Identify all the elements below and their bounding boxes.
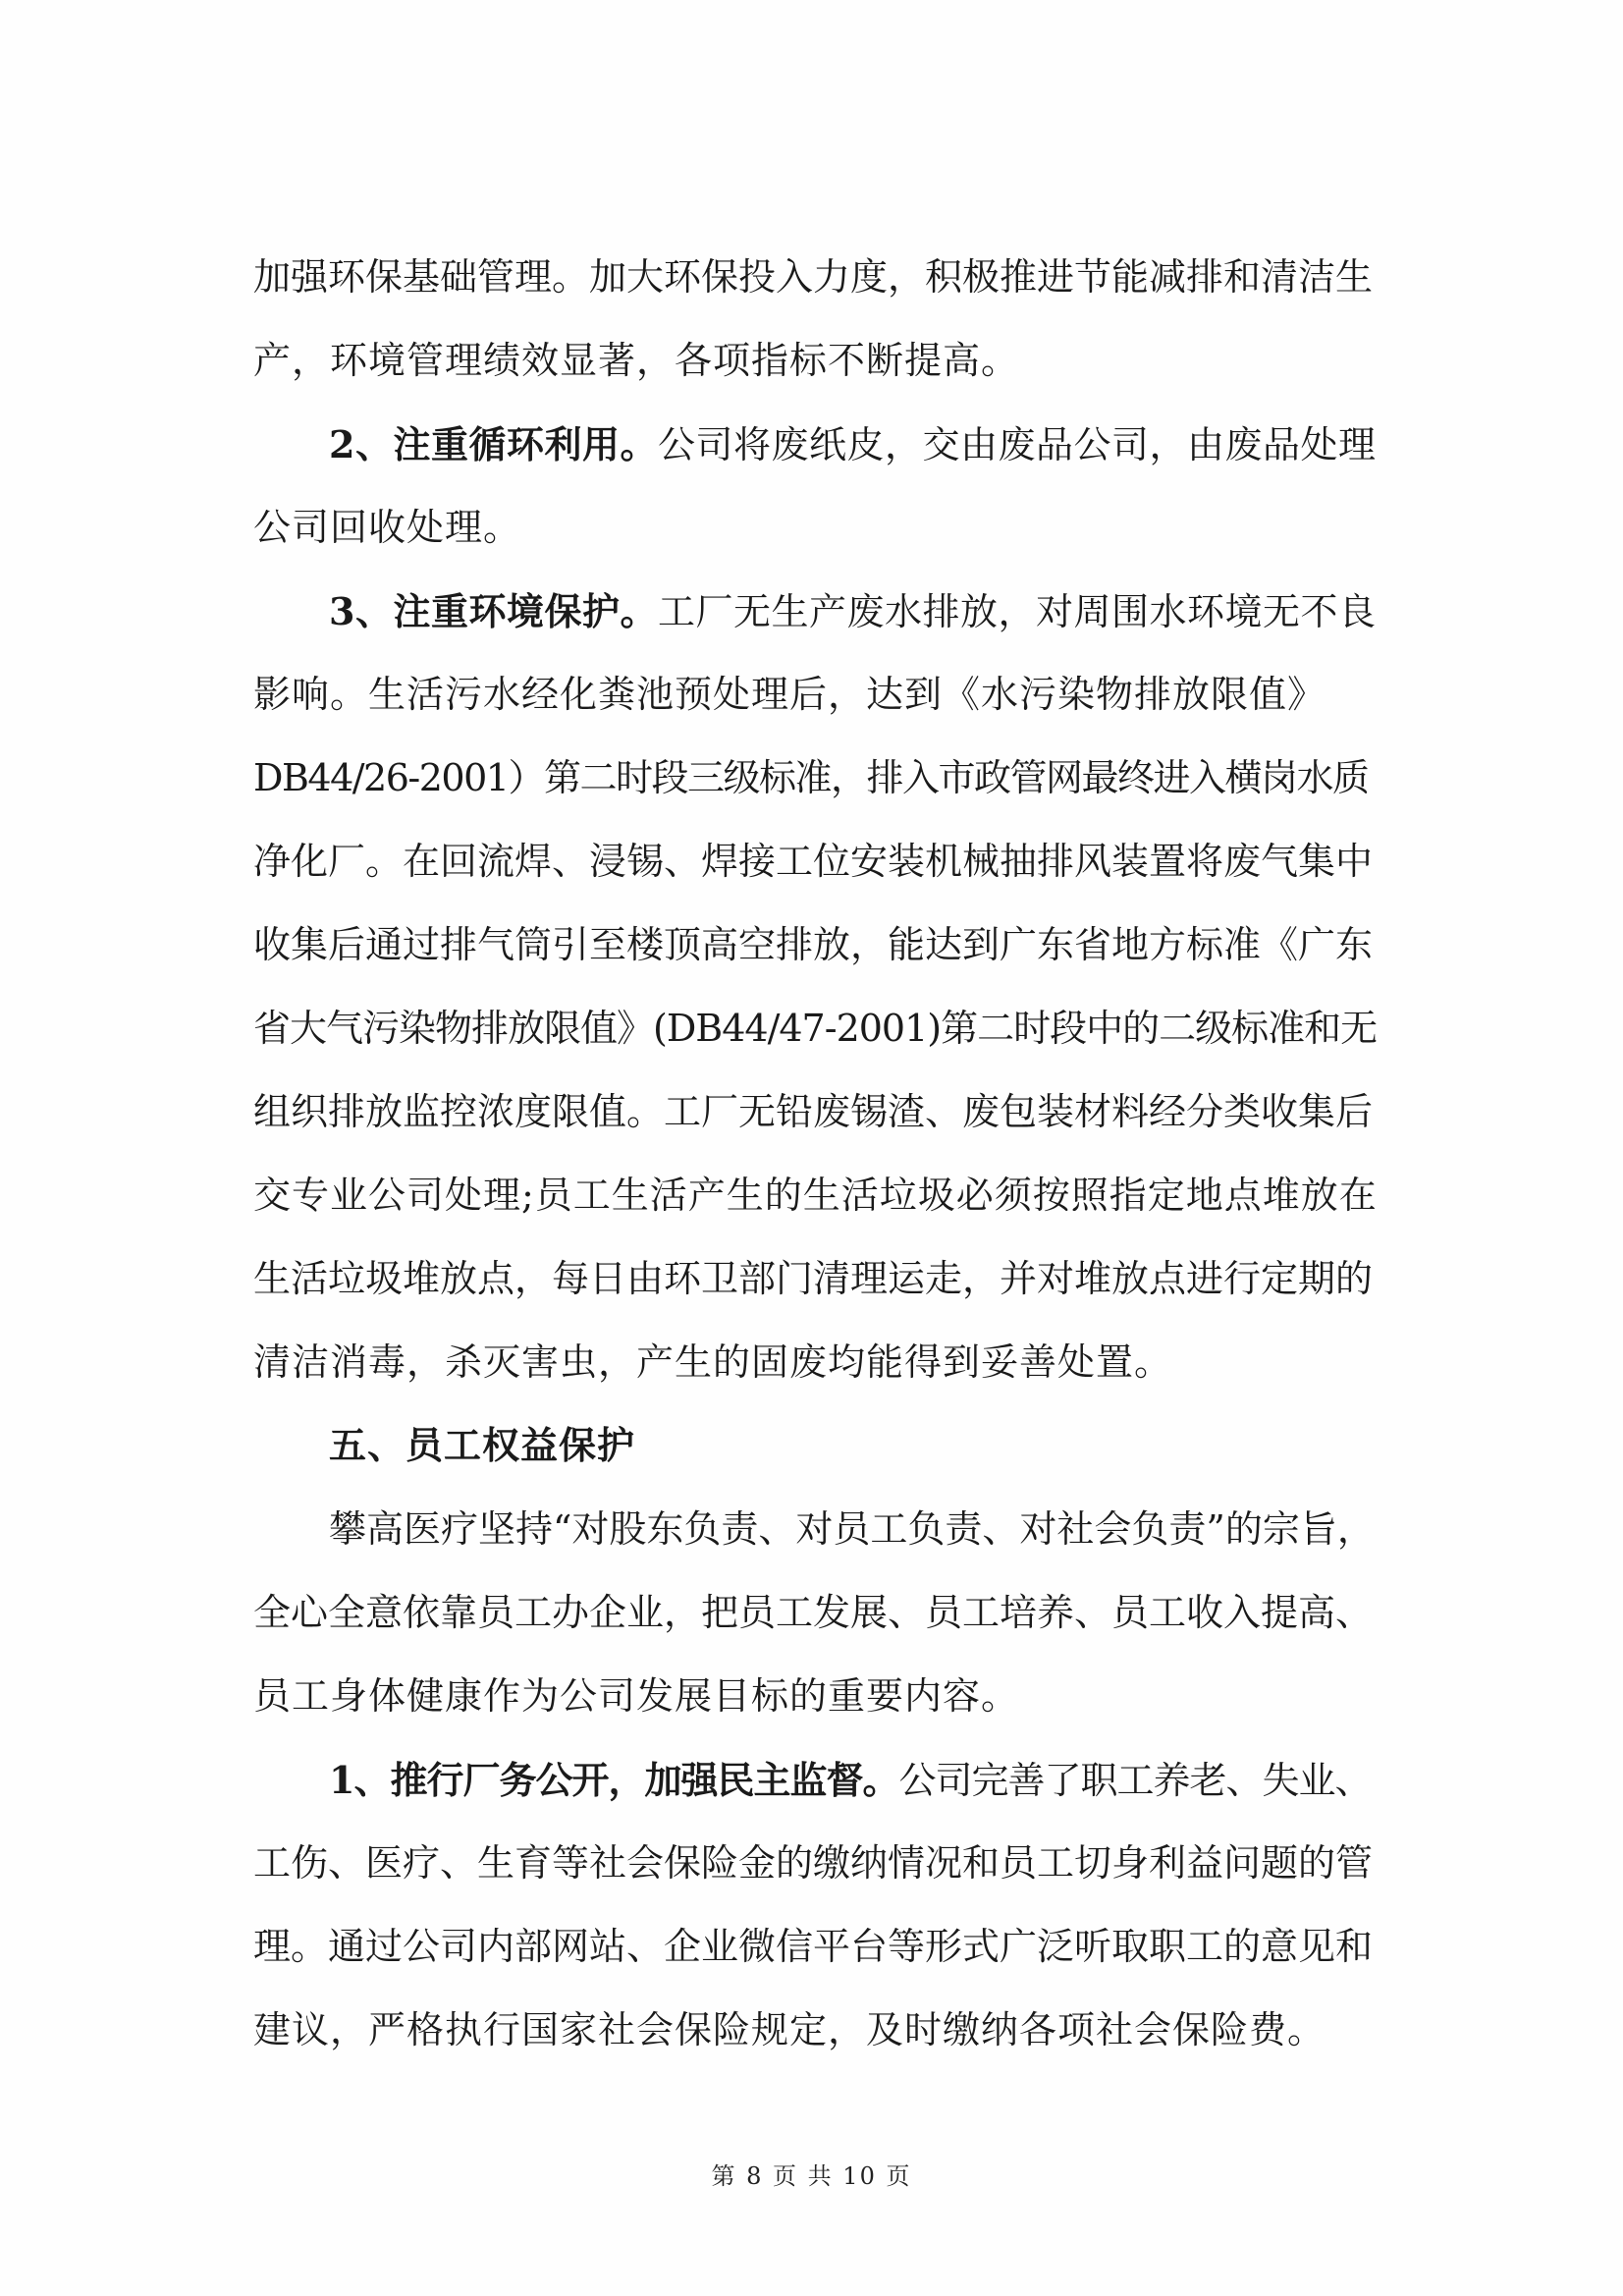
text-line: 组织排放监控浓度限值。工厂无铅废锡渣、废包装材料经分类收集后 — [253, 1090, 1374, 1133]
bold-lead: 3、注重环境保护。 — [329, 589, 658, 633]
text-line: 影响。生活污水经化粪池预处理后，达到《水污染物排放限值》 — [253, 673, 1326, 716]
text-line: 清洁消毒，杀灭害虫，产生的固废均能得到妥善处置。 — [253, 1340, 1173, 1384]
section-heading-employee-rights: 五、员工权益保护 — [329, 1424, 636, 1467]
text-line: 工伤、医疗、生育等社会保险金的缴纳情况和员工切身利益问题的管 — [253, 1841, 1374, 1885]
text-line: 攀高医疗坚持“对股东负责、对员工负责、对社会负责”的宗旨， — [329, 1507, 1375, 1551]
text-line: 公司回收处理。 — [253, 506, 522, 549]
text-line: 产，环境管理绩效显著，各项指标不断提高。 — [253, 339, 1020, 382]
paragraph-factory-affairs — [253, 1738, 1382, 2072]
text-line: 净化厂。在回流焊、浸锡、焊接工位安装机械抽排风装置将废气集中 — [253, 840, 1374, 883]
text-line: 建议，严格执行国家社会保险规定，及时缴纳各项社会保险费。 — [253, 2008, 1326, 2051]
text-line — [253, 403, 1382, 486]
text-line: 全心全意依靠员工办企业，把员工发展、员工培养、员工收入提高、 — [253, 1591, 1374, 1634]
text-line: 加强环保基础管理。加大环保投入力度，积极推进节能减排和清洁生 — [253, 255, 1374, 299]
paragraph-employee-principles — [253, 1488, 1382, 1738]
text-line — [253, 1738, 1382, 1822]
page-number-footer: 第 8 页 共 10 页 — [711, 2162, 912, 2190]
text-line: 生活垃圾堆放点，每日由环卫部门清理运走，并对堆放点进行定期的 — [253, 1257, 1374, 1300]
text-run: 公司完善了职工养老、失业、 — [898, 1759, 1372, 1802]
text-run: 工厂无生产废水排放，对周围水环境无不良 — [657, 590, 1377, 633]
text-line: 省大气污染物排放限值》(DB44/47-2001)第二时段中的二级标准和无 — [253, 1007, 1378, 1050]
paragraph-environment-management — [253, 236, 1382, 403]
text-line: DB44/26-2001）第二时段三级标准，排入市政管网最终进入横岗水质 — [253, 756, 1369, 799]
text-run: 公司将废纸皮，交由废品公司，由废品处理 — [657, 423, 1377, 466]
paragraph-recycling — [253, 403, 1382, 570]
document-body — [253, 236, 1382, 2072]
text-line: 员工身体健康作为公司发展目标的重要内容。 — [253, 1674, 1020, 1718]
bold-lead: 1、推行厂务公开，加强民主监督。 — [329, 1758, 899, 1802]
text-line: 收集后通过排气筒引至楼顶高空排放，能达到广东省地方标准《广东 — [253, 923, 1374, 966]
paragraph-environmental-protection — [253, 570, 1382, 1404]
text-line: 理。通过公司内部网站、企业微信平台等形式广泛听取职工的意见和 — [253, 1925, 1374, 1968]
text-line: 交专业公司处理;员工生活产生的生活垃圾必须按照指定地点堆放在 — [253, 1174, 1378, 1217]
bold-lead: 2、注重循环利用。 — [329, 422, 658, 466]
text-line — [253, 570, 1382, 653]
